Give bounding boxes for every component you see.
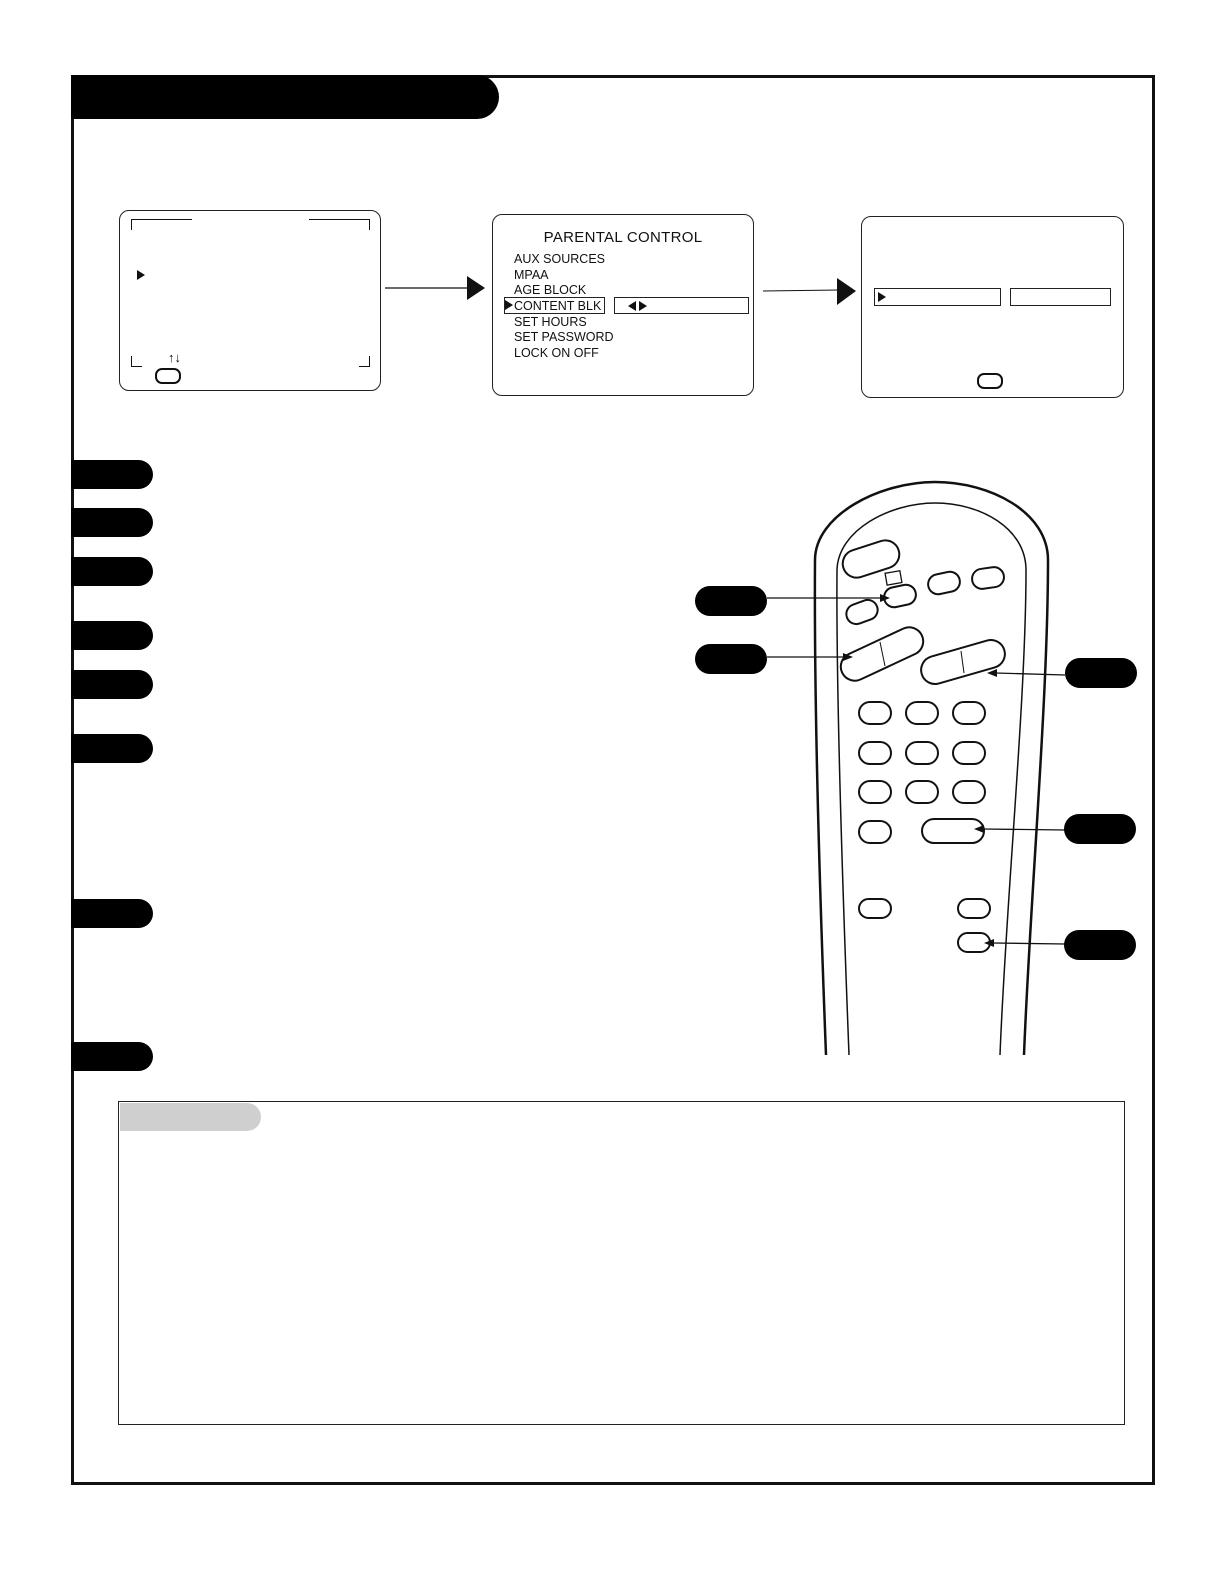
menu-item-set-hours: SET HOURS bbox=[514, 315, 587, 329]
note-box bbox=[118, 1101, 1125, 1425]
menu-item-mpaa: MPAA bbox=[514, 268, 549, 282]
callout-badge bbox=[1064, 930, 1136, 960]
callout-badge bbox=[1064, 814, 1136, 844]
callout-badge bbox=[1065, 658, 1137, 688]
menu-item-aux-sources: AUX SOURCES bbox=[514, 252, 605, 266]
menu-item-age-block: AGE BLOCK bbox=[514, 283, 587, 297]
menu-item-set-password: SET PASSWORD bbox=[514, 330, 614, 344]
callout-badge bbox=[695, 586, 767, 616]
note-tab bbox=[120, 1103, 261, 1131]
menu-title: PARENTAL CONTROL bbox=[543, 229, 703, 246]
menu-item-lock-on-off: LOCK ON OFF bbox=[514, 346, 599, 360]
up-down-arrows-label: ↑↓ bbox=[168, 350, 181, 365]
callout-badge bbox=[695, 644, 767, 674]
menu-item-content-blk: CONTENT BLK bbox=[514, 299, 602, 313]
